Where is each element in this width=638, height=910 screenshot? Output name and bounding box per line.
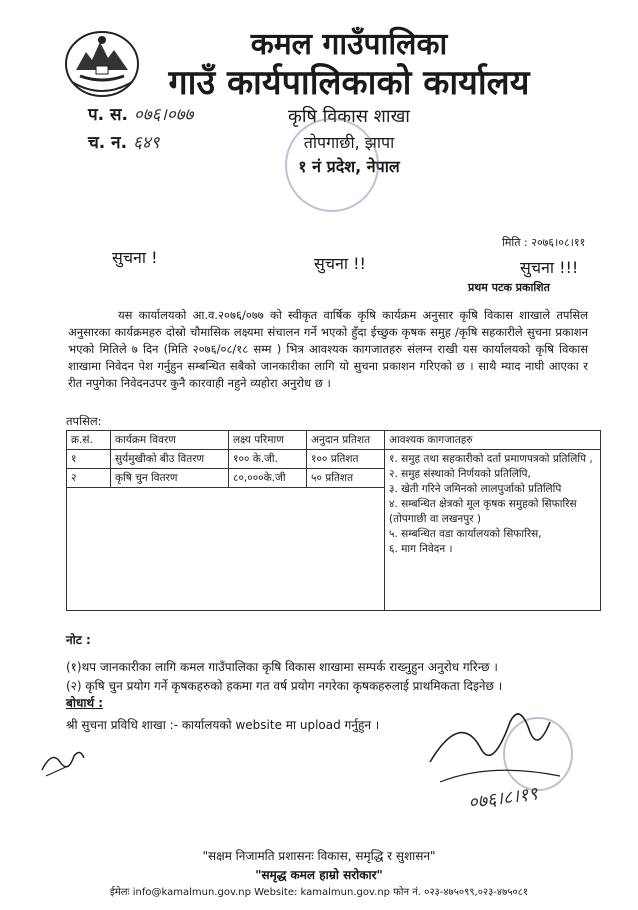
row1-program: सुर्यमुखीको बीउ वितरण [111,450,229,469]
footer-slogan: "समृद्ध कमल हाम्रो सरोकार" [255,868,383,882]
municipality-name: कमल गाउँपालिका [250,27,448,62]
document-item: ३. खेती गरिने जमिनको लालपुर्जाको प्रतिलिपि [389,483,562,495]
note-title: नोट : [66,633,91,647]
notice-paragraph [68,307,588,392]
row2-subsidy: ५० प्रतिशत [307,469,385,488]
signature-date: ०७६।८।१९ [466,783,540,814]
ref-ps [88,102,193,125]
header-documents: आवश्यक कागजातहरु [385,431,601,450]
right-signature-stamp [420,692,580,832]
note-1: (१)थप जानकारीका लागि कमल गाउँपालिका कृषि विकास शाखामा सम्पर्क राख्नुहुन अनुरोध गरिन्छ । [66,660,498,674]
date-label: मिति : २०७६।०८।११ [502,236,586,249]
ref-cn [88,130,160,153]
cc-line: श्री सुचना प्रविधि शाखा :- कार्यालयको website मा upload गर्नुहुन । [66,718,380,732]
document-item: २. समुह संस्थाको निर्णयको प्रतिलिपि, [389,468,531,480]
program-table [66,430,601,611]
table-header-row [67,431,601,450]
header-sn: क्र.सं. [67,431,111,450]
notice-3: सुचना !!! [520,258,579,277]
empty-cell [67,488,385,611]
paragraph-text: यस कार्यालयको आ.व.२०७६/०७७ को स्वीकृत वार्षिक कृषि कार्यक्रम अनुसार कृषि विकास शाखाले तपसिल अनुसारका कार्यक्रमहरु दोस्रो चौमासिक लक्ष्यमा संचालन गर्ने भएको हुँदा ईच्छुक कृषक समुह /कृषि सहकारीले सुचना प्रकाशन भएको मितिले ७ दिन (मिति २०७६/०८/१८ सम्म ) भित्र आवश्यक कागजातहरु संलग्न राखी यस कार्यालयको कृषि विकास शाखामा निवेदन पेश गर्नुहुन सम्बन्धित सबैको जानकारीका लागि यो सुचना प्रकाशन गरिएको छ । साथै म्याद नाघी आएका र रीत नपुगेका निवेदनउपर कुनै कारवाही नहुने व्यहोरा अनुरोध छ । [68,308,588,390]
row2-program: कृषि चुन वितरण [111,469,229,488]
ref-cn-value: ६४९ [133,133,160,153]
note-2: (२) कृषि चुन प्रयोग गर्ने कृषकहरुको हकमा गत वर्ष प्रयोग नगरेका कृषकहरुलाई प्राथमिकता दिइनेछ । [66,679,503,693]
tapsil-label: तपसिल: [66,414,102,428]
bodharth-label: बोधार्थ : [66,696,104,710]
row2-sn: २ [67,469,111,488]
row2-target: ८०,०००के.जी [229,469,307,488]
notice-2: सुचना !! [314,254,366,273]
footer-motto: "सक्षम निजामति प्रशासनः विकास, समृद्धि र सुशासन" [202,849,436,863]
header-subsidy: अनुदान प्रतिशत [307,431,385,450]
row1-sn: १ [67,450,111,469]
first-published-label: प्रथम पटक प्रकाशित [468,281,550,294]
document-item: ५. सम्बन्धित वडा कार्यालयको सिफारिस, [389,528,542,540]
row1-target: १०० के.जी. [229,450,307,469]
documents-cell [385,450,601,611]
branch-name: कृषि विकास शाखा [288,106,410,127]
province-line: १ नं प्रदेश, नेपाल [298,157,400,176]
office-stamp [285,118,379,212]
left-signature [38,740,88,780]
header-program: कार्यक्रम विवरण [111,431,229,450]
table-row [67,450,601,469]
row1-subsidy: १०० प्रतिशत [307,450,385,469]
document-item: १. समुह तथा सहकारीको दर्ता प्रमाणपत्रको प्रतिलिपि , [389,453,593,465]
footer-contact: ईमेलः info@kamalmun.gov.np Website: kamalmun.gov.np फोन नं. ०२३-४७५०९९,०२३-४७५०८१ [109,887,529,898]
ref-ps-value: ०७६।०७७ [133,105,194,125]
office-name: गाउँ कार्यपालिकाको कार्यालय [168,63,530,103]
document-item: ४. सम्बन्धित क्षेत्रको मूल कृषक समुहको सिफारिस (तोपगाछी वा लखनपुर ) [389,498,577,525]
ref-cn-label: च. न. [88,133,128,153]
notice-1: सुचना ! [112,248,158,267]
document-item: ६. माग निवेदन । [389,543,453,555]
header-target: लक्ष्य परिमाण [229,431,307,450]
address-line: तोपगाछी, झापा [303,133,395,152]
ref-ps-label: प. स. [88,105,128,125]
